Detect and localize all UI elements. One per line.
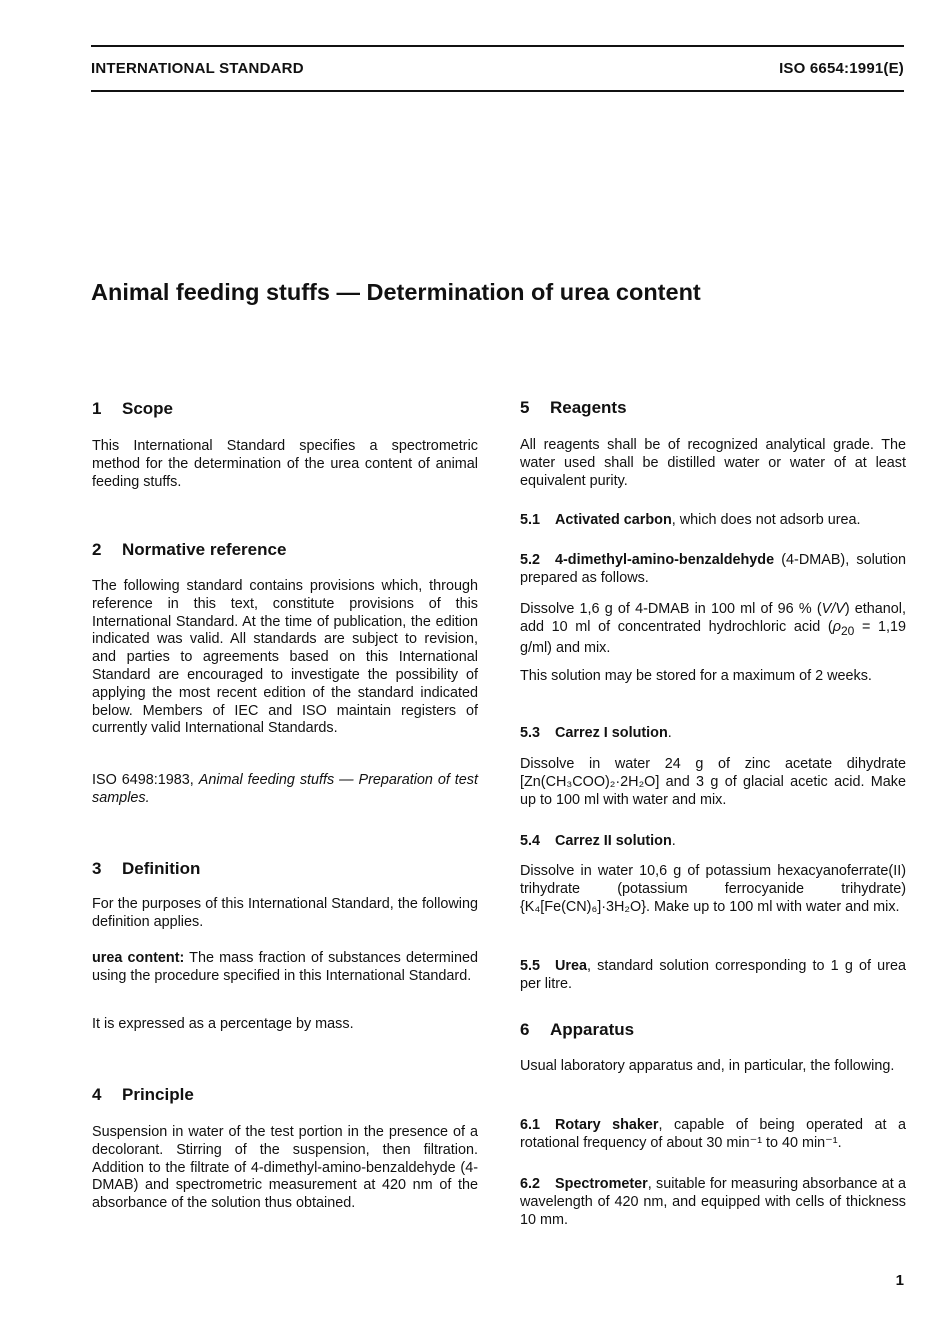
density-symbol: ρ [832,618,841,635]
header-rule-bottom [91,90,904,92]
section-number: 5 [520,398,530,417]
apparatus-name: Rotary shaker [555,1117,659,1133]
volume-fraction-symbol: V/V [821,601,845,617]
reagent-5-3 [520,725,906,743]
standard-number-label: ISO 6654:1991(E) [779,60,904,77]
preparation-text: Dissolve 1,6 g of 4-DMAB in 100 ml of 96 % ( [520,601,822,617]
principle-paragraph: Suspension in water of the test portion in the presence of a decolorant. Stirring of the suspension, then filtration. Addition to the filtrate of 4-dimethyl-amino-benzaldehyde (4-DMAB) and spectrometric measurement at 420 nm of the absorbance of the solution thus obtained. [92,1124,478,1212]
section-title: Principle [122,1085,194,1104]
subclause-number: 5.5 [520,958,541,974]
reagent-5-3-preparation: Dissolve in water 24 g of zinc acetate dihydrate [Zn(CH₃COO)₂·2H₂O] and 3 g of glacial acetic acid. Make up to 100 ml with water and mix. [520,756,906,808]
subclause-number: 6.1 [520,1117,541,1133]
subclause-number: 5.4 [520,833,541,849]
apparatus-intro: Usual laboratory apparatus and, in particular, the following. [520,1058,895,1074]
section-number: 6 [520,1020,530,1039]
scope-paragraph: This International Standard specifies a spectrometric method for the determination of the urea content of animal feeding stuffs. [92,438,478,490]
page-number: 1 [895,1272,904,1289]
apparatus-6-2 [520,1176,906,1229]
reagent-description: , standard solution corresponding to 1 g of urea per litre. [520,958,906,992]
section-number: 2 [92,540,102,559]
preparation-text: ) ethanol, add 10 ml of concentrated hydrochloric acid ( [520,601,906,635]
reagents-intro: All reagents shall be of recognized analytical grade. The water used shall be distilled water or water of at least equivalent purity. [520,437,906,489]
apparatus-6-1 [520,1117,906,1153]
reagent-5-2 [520,552,906,588]
density-subscript: 20 [840,623,855,638]
section-principle-heading [92,1086,478,1104]
reagent-5-5 [520,958,906,994]
normative-reference-entry [92,772,478,808]
section-title: Reagents [550,398,627,417]
section-definition-heading [92,860,478,878]
term-definition: The mass fraction of substances determined using the procedure specified in this International Standard. [92,950,478,984]
definition-entry [92,950,478,986]
apparatus-name: Spectrometer [555,1176,648,1192]
normative-paragraph: The following standard contains provisions which, through reference in this text, constitute provisions of this International Standard. At the time of publication, the edition indicated was valid. All standards are subject to revision, and parties to agreements based on this International Standard are encouraged to investigate the possibility of applying the most recent edition of the standard indicated below. Members of IEC and ISO maintain registers of currently valid International Standards. [92,578,478,737]
reagent-name: Activated carbon [555,512,672,528]
subclause-number: 6.2 [520,1176,541,1192]
definition-note: It is expressed as a percentage by mass. [92,1016,354,1032]
reagent-name: 4-dimethyl-amino-benzaldehyde [555,552,775,568]
section-title: Normative reference [122,540,287,559]
apparatus-description: , capable of being operated at a rotational frequency of about 30 min⁻¹ to 40 min⁻¹. [520,1117,906,1151]
reference-title: Animal feeding stuffs — Preparation of test samples. [92,772,478,806]
reagent-5-2-storage: This solution may be stored for a maximum of 2 weeks. [520,668,872,684]
section-normative-heading [92,541,478,559]
section-number: 3 [92,859,102,878]
reagent-name: Carrez II solution [555,833,672,849]
apparatus-description: , suitable for measuring absorbance at a wavelength of 420 nm, and equipped with cells of thickness 10 mm. [520,1176,906,1228]
section-title: Definition [122,859,201,878]
section-number: 4 [92,1085,102,1104]
reagent-description: , which does not adsorb urea. [671,512,861,528]
subclause-number: 5.1 [520,512,541,528]
reagent-description: (4-DMAB), solution prepared as follows. [520,552,906,586]
reference-number: ISO 6498:1983, [92,772,194,788]
document-title: Animal feeding stuffs — Determination of urea content [91,279,701,305]
preparation-text: = 1,19 g/ml) and mix. [520,618,906,657]
section-title: Apparatus [550,1020,635,1039]
definition-intro: For the purposes of this International Standard, the following definition applies. [92,896,478,930]
section-reagents-heading [520,399,906,417]
header-rule-top [91,45,904,47]
reagent-name: Urea [555,958,587,974]
subclause-number: 5.3 [520,725,541,741]
reagent-5-1 [520,512,906,530]
section-number: 1 [92,399,102,418]
reagent-name: Carrez I solution [555,725,668,741]
reagent-description: . [667,725,672,741]
section-apparatus-heading [520,1021,906,1039]
section-title: Scope [122,399,174,418]
reagent-description: . [671,833,676,849]
reagent-5-4-preparation: Dissolve in water 10,6 g of potassium hexacyanoferrate(II) trihydrate (potassium ferrocyanide trihydrate) {K₄[Fe(CN)₆]·3H₂O}. Make up to 100 ml with water and mix. [520,863,906,915]
reagent-5-4 [520,833,906,851]
section-scope-heading [92,400,478,418]
reagent-5-2-preparation [520,601,906,658]
defined-term: urea content: [92,950,185,966]
document-type-label: INTERNATIONAL STANDARD [91,60,304,77]
subclause-number: 5.2 [520,552,541,568]
